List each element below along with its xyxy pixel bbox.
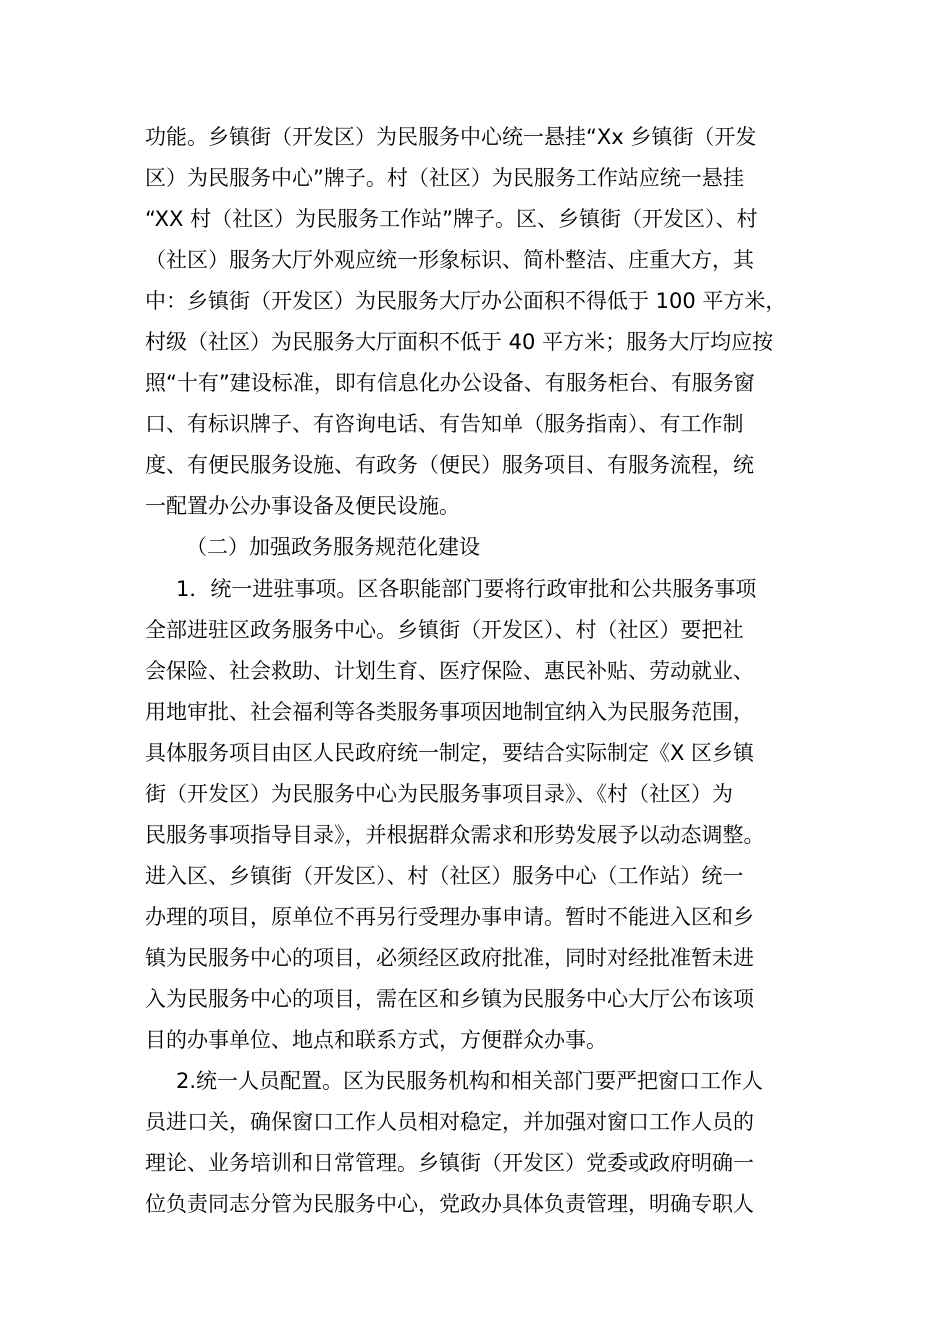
paragraph-1-line-8: 口、有标识牌子、有咨询电话、有告知单（服务指南）、有工作制 xyxy=(145,412,744,436)
paragraph-2-line-10: 镇为民服务中心的项目，必须经区政府批准，同时对经批准暂未进 xyxy=(145,946,754,970)
paragraph-2-line-1: 1．统一进驻事项。区各职能部门要将行政审批和公共服务事项 xyxy=(176,577,757,601)
paragraph-3-line-2: 员进口关，确保窗口工作人员相对稳定，并加强对窗口工作人员的 xyxy=(145,1110,754,1134)
paragraph-1-line-3: “XX 村（社区）为民服务工作站”牌子。区、乡镇街（开发区）、村 xyxy=(145,207,758,231)
paragraph-2-line-3: 会保险、社会救助、计划生育、医疗保险、惠民补贴、劳动就业、 xyxy=(145,659,754,683)
paragraph-1-line-4: （社区）服务大厅外观应统一形象标识、简朴整洁、庄重大方，其 xyxy=(145,248,754,272)
paragraph-1-line-7: 照“十有”建设标准，即有信息化办公设备、有服务柜台、有服务窗 xyxy=(145,371,755,395)
paragraph-3-line-3: 理论、业务培训和日常管理。乡镇街（开发区）党委或政府明确一 xyxy=(145,1151,754,1175)
paragraph-2-line-5: 具体服务项目由区人民政府统一制定，要结合实际制定《X 区乡镇 xyxy=(145,741,755,765)
paragraph-2-line-4: 用地审批、社会福利等各类服务事项因地制宜纳入为民服务范围， xyxy=(145,700,754,724)
paragraph-3-line-4: 位负责同志分管为民服务中心，党政办具体负责管理，明确专职人 xyxy=(145,1192,754,1216)
paragraph-1-line-6: 村级（社区）为民服务大厅面积不低于 40 平方米；服务大厅均应按 xyxy=(145,330,774,354)
paragraph-1-line-9: 度、有便民服务设施、有政务（便民）服务项目、有服务流程，统 xyxy=(145,453,754,477)
section-heading: （二）加强政务服务规范化建设 xyxy=(186,535,480,559)
paragraph-2-line-6: 街（开发区）为民服务中心为民服务事项目录》、《村（社区）为 xyxy=(145,782,733,806)
paragraph-1-line-5: 中：乡镇街（开发区）为民服务大厅办公面积不得低于 100 平方米， xyxy=(145,289,787,313)
paragraph-2-line-12: 目的办事单位、地点和联系方式，方便群众办事。 xyxy=(145,1028,607,1052)
paragraph-1-line-2: 区）为民服务中心”牌子。村（社区）为民服务工作站应统一悬挂 xyxy=(145,166,744,190)
paragraph-2-line-11: 入为民服务中心的项目，需在区和乡镇为民服务中心大厅公布该项 xyxy=(145,987,754,1011)
paragraph-2-line-9: 办理的项目，原单位不再另行受理办事申请。暂时不能进入区和乡 xyxy=(145,905,754,929)
paragraph-2-line-2: 全部进驻区政务服务中心。乡镇街（开发区）、村（社区）要把社 xyxy=(145,618,744,642)
paragraph-1-line-1: 功能。乡镇街（开发区）为民服务中心统一悬挂“Xx 乡镇街（开发 xyxy=(145,125,757,149)
paragraph-2-line-7: 民服务事项指导目录》，并根据群众需求和形势发展予以动态调整。 xyxy=(145,823,765,847)
paragraph-3-line-1: 2.统一人员配置。区为民服务机构和相关部门要严把窗口工作人 xyxy=(176,1069,764,1093)
paragraph-2-line-8: 进入区、乡镇街（开发区）、村（社区）服务中心（工作站）统一 xyxy=(145,864,744,888)
paragraph-1-line-10: 一配置办公办事设备及便民设施。 xyxy=(145,494,460,518)
